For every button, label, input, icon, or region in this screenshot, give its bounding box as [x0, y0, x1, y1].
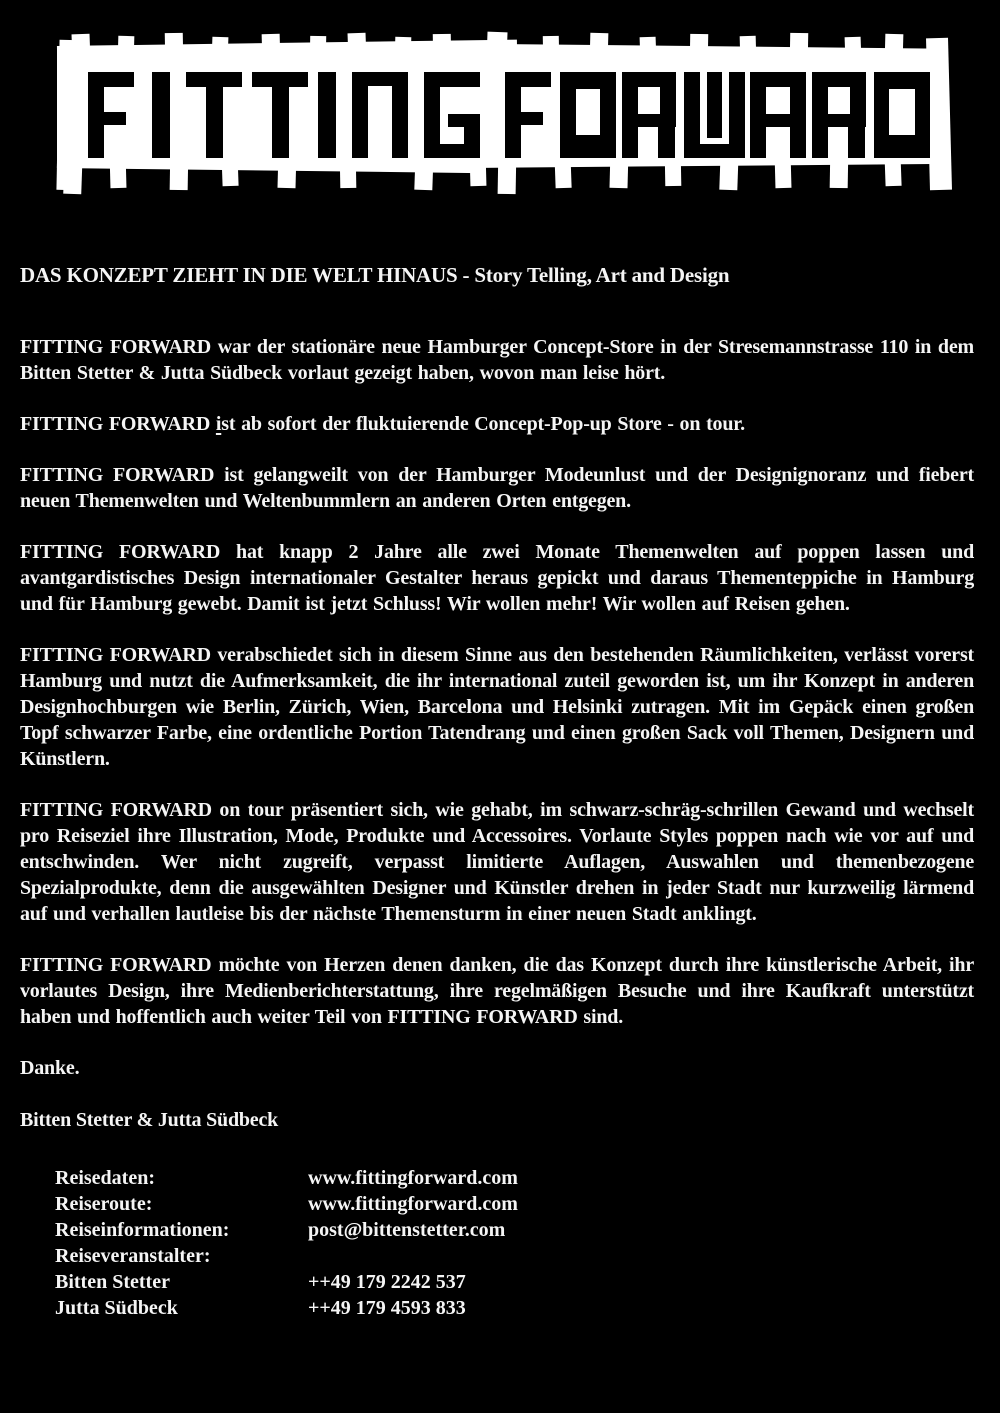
website-link: www.fittingforward.com — [308, 1193, 518, 1215]
contact-row-bitten-stetter — [55, 1269, 974, 1295]
contact-value-empty — [308, 1243, 974, 1269]
contact-name: Jutta Südbeck — [55, 1297, 178, 1319]
email-address: post@bittenstetter.com — [308, 1219, 506, 1241]
contact-row-reisedaten — [55, 1165, 974, 1191]
contact-row-reiseroute — [55, 1191, 974, 1217]
contact-name: Bitten Stetter — [55, 1271, 170, 1293]
paragraph-two-years: FITTING FORWARD hat knapp 2 Jahre alle zwei Monate Themenwelten auf poppen lassen und avantgardistisches Design internationaler Gestalter heraus gepickt und daraus Thementeppiche in Hamburg und für Hamburg gewebt. Damit ist jetzt Schluss! Wir wollen mehr! Wir wollen auf Reisen gehen. — [20, 541, 974, 615]
contact-label: Reiseinformationen: — [55, 1219, 230, 1241]
website-link: www.fittingforward.com — [308, 1167, 518, 1189]
contact-label: Reiseveranstalter: — [55, 1245, 211, 1267]
fitting-forward-logo — [0, 0, 1000, 215]
signature-line: Bitten Stetter & Jutta Südbeck — [20, 1109, 279, 1131]
contact-label: Reiseroute: — [55, 1193, 153, 1215]
phone-number: ++49 179 4593 833 — [308, 1297, 466, 1319]
logo-artwork — [0, 0, 1000, 215]
phone-number: ++49 179 2242 537 — [308, 1271, 466, 1293]
contact-row-reiseinformationen — [55, 1217, 974, 1243]
contact-block — [55, 1165, 974, 1321]
thanks-line: Danke. — [20, 1057, 80, 1079]
paragraph-text: st ab sofort der fluktuierende Concept-Pop-up Store - on tour. — [221, 413, 745, 435]
paragraph-store-history: FITTING FORWARD war der stationäre neue Hamburger Concept-Store in der Stresemannstrasse 110 in dem Bitten Stetter & Jutta Südbeck vorlaut gezeigt haben, wovon man leise hört. — [20, 336, 974, 384]
contact-row-reiseveranstalter — [55, 1243, 974, 1269]
paragraph-bored: FITTING FORWARD ist gelangweilt von der Hamburger Modeunlust und der Designignoranz und fiebert neuen Themenwelten und Weltenbummlern an anderen Orten entgegen. — [20, 464, 974, 512]
paragraph-text: FITTING FORWARD — [20, 413, 216, 435]
paragraph-thanks: FITTING FORWARD möchte von Herzen denen danken, die das Konzept durch ihre künstlerische Arbeit, ihr vorlautes Design, ihre Medienberichterstattung, ihre regelmäßigen Besuche und ihre Kaufkraft unterstützt haben und hoffentlich auch weiter Teil von FITTING FORWARD sind. — [20, 954, 974, 1028]
paragraph-on-tour — [20, 411, 974, 437]
contact-row-jutta-suedbeck — [55, 1295, 974, 1321]
page-title: DAS KONZEPT ZIEHT IN DIE WELT HINAUS - Story Telling, Art and Design — [20, 263, 730, 287]
contact-label: Reisedaten: — [55, 1167, 155, 1189]
paragraph-presentation: FITTING FORWARD on tour präsentiert sich, wie gehabt, im schwarz-schräg-schrillen Gewand und wechselt pro Reiseziel ihre Illustration, Mode, Produkte und Accessoires. Vorlaute Styles poppen nach wie vor auf und entschwinden. Wer nicht zugreift, verpasst limitierte Auflagen, Auswahlen und themenbezogene Spezialprodukte, denn die ausgewählten Designer und Künstler drehen in jeder Stadt nur kurzweilig lärmend auf und verhallen lautleise bis der nächste Themensturm in einer neuen Stadt anklingt. — [20, 799, 974, 925]
paragraph-farewell: FITTING FORWARD verabschiedet sich in diesem Sinne aus den bestehenden Räumlichkeiten, verlässt vorerst Hamburg und nutzt die Aufmerksamkeit, die ihr international zuteil geworden ist, um ihr Konzept in anderen Designhochburgen wie Berlin, Zürich, Wien, Barcelona und Helsinki zutragen. Mit im Gepäck einen großen Topf schwarzer Farbe, eine ordentliche Portion Tatendrang und einen großen Sack voll Themen, Designern und Künstlern. — [20, 644, 974, 770]
flyer-content — [0, 262, 1000, 1321]
underlined-letter: i — [215, 413, 222, 435]
